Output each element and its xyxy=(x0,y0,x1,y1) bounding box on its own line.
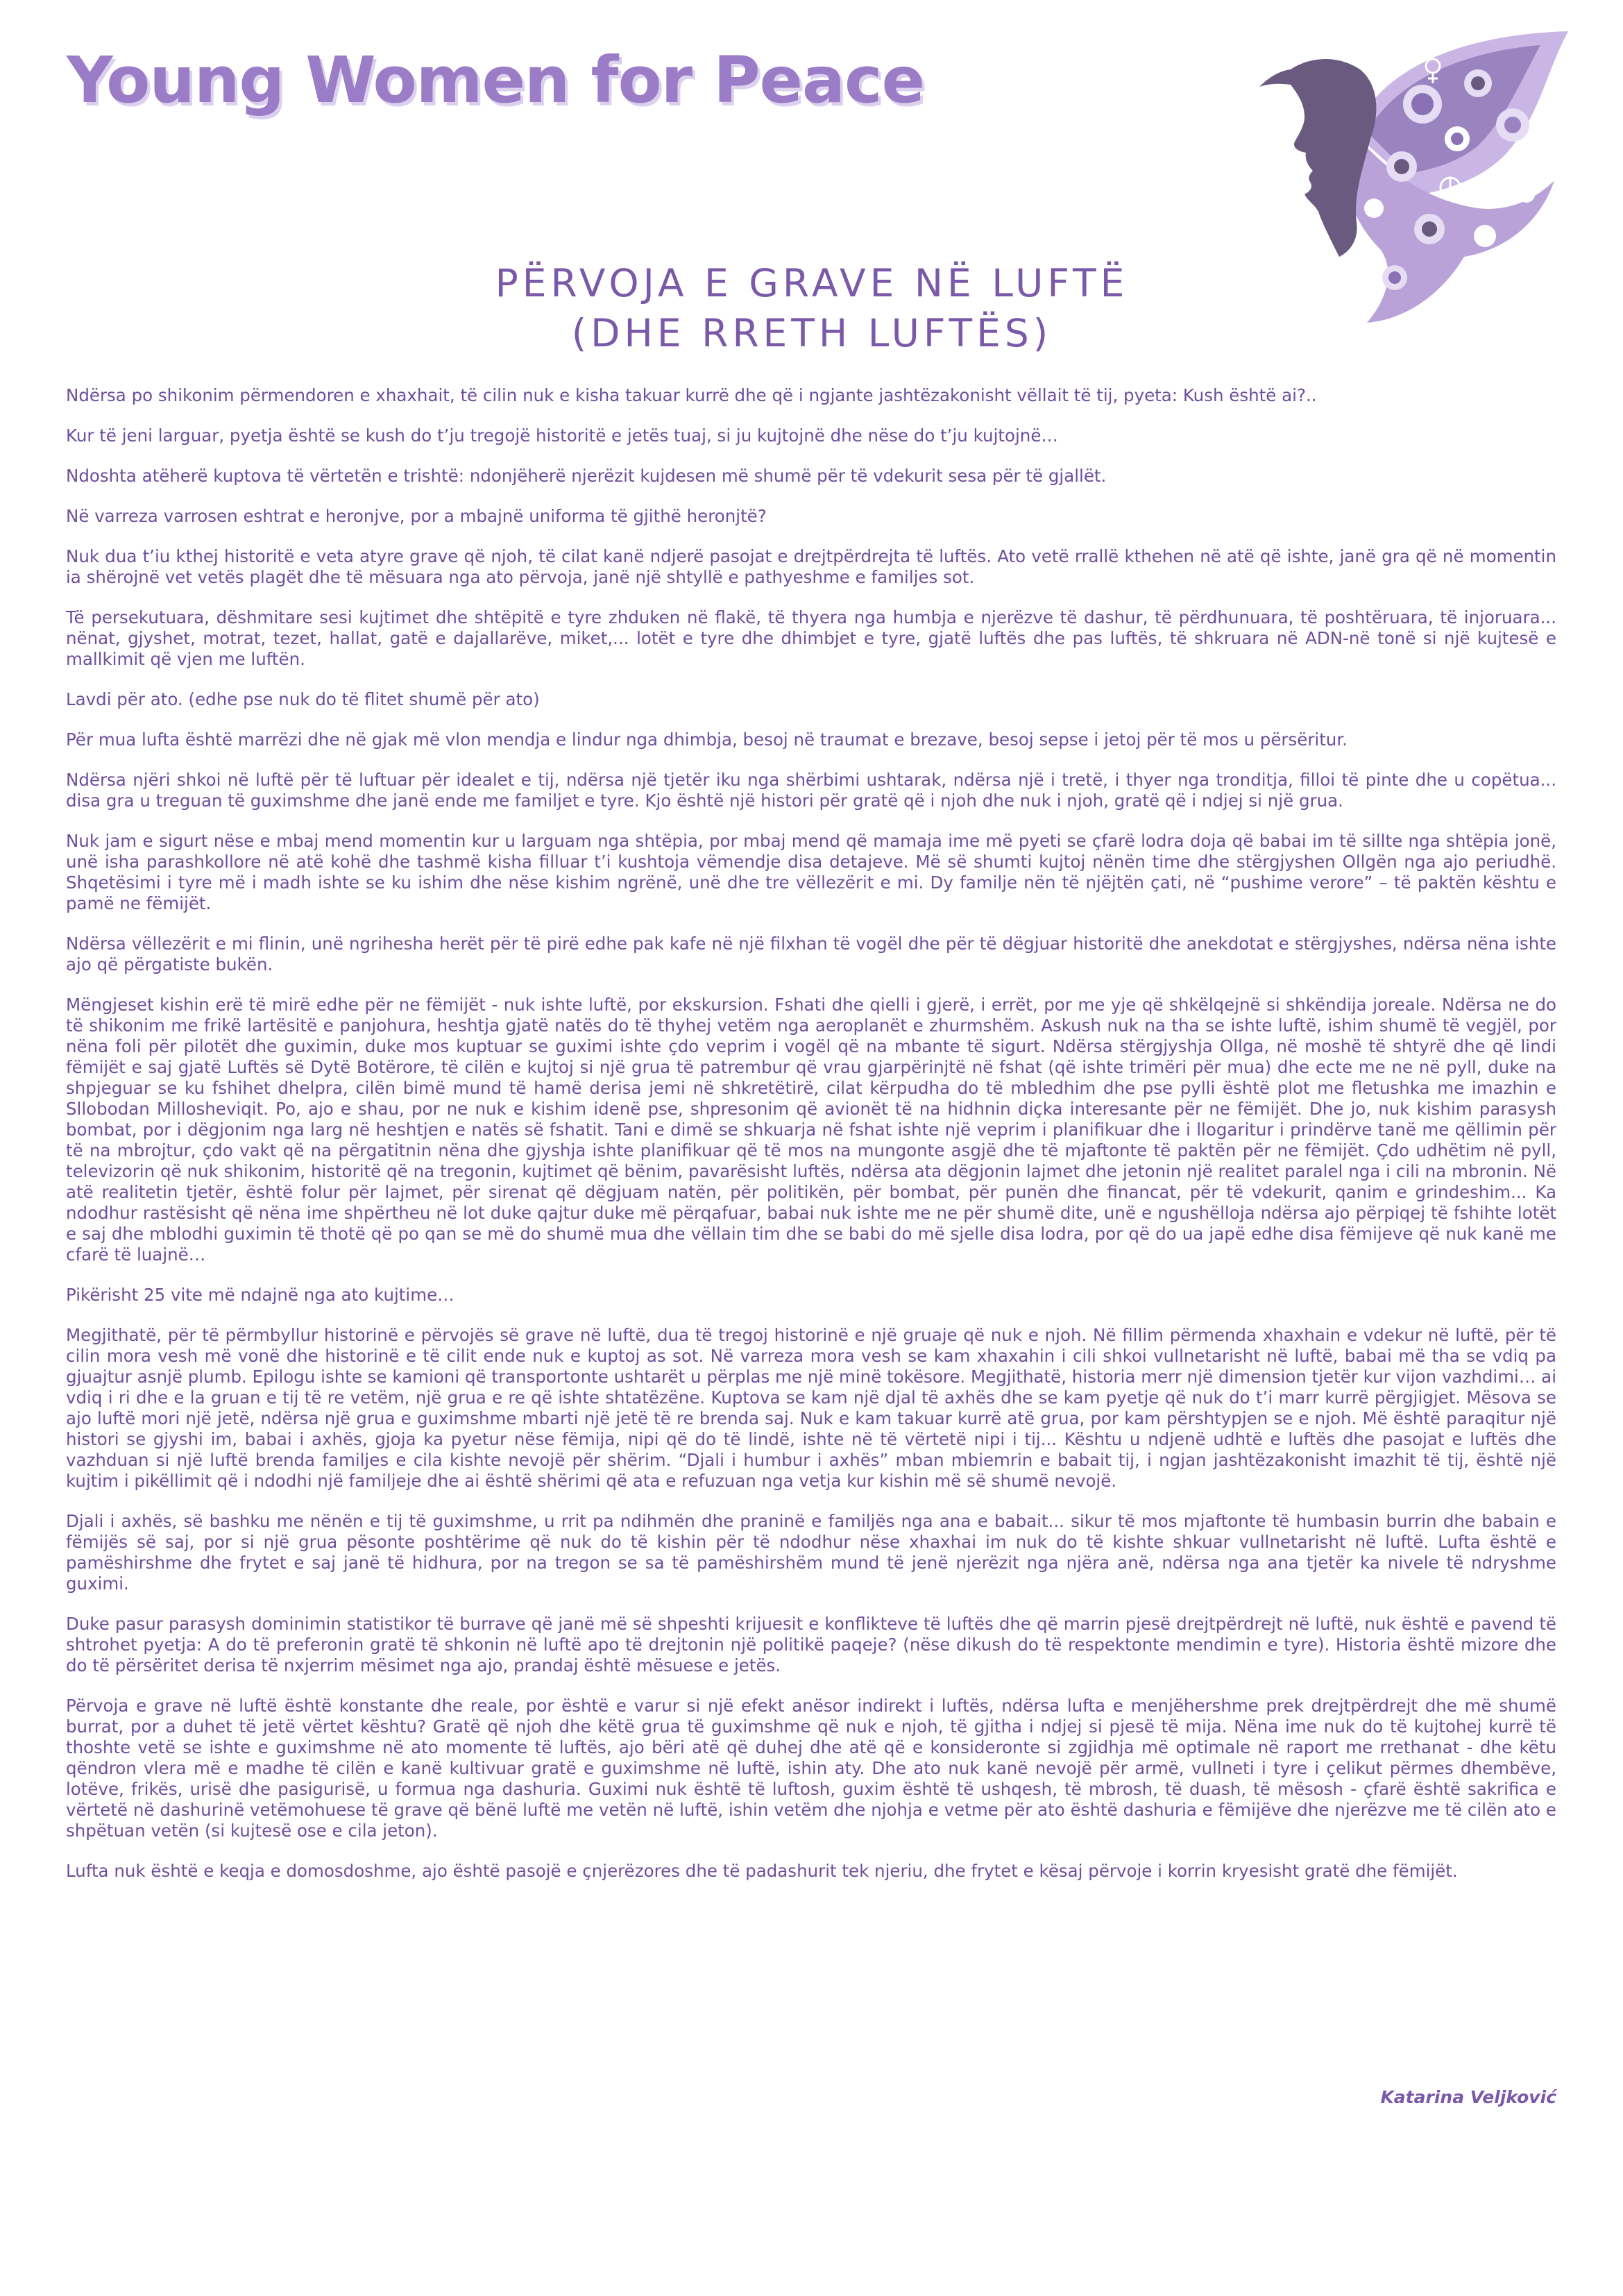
paragraph: Ndërsa njëri shkoi në luftë për të luftuar për idealet e tij, ndërsa një tjetër iku nga shërbimi ushtarak, ndërsa një i tretë, i thyer nga tronditja, filloi të pinte dhe u copëtua... disa gra u treguan të guximshme dhe janë ende me familjet e tyre. Kjo është një histori për gratë që i njoh dhe nuk i njoh, gratë që i ndjej si një grua. xyxy=(66,770,1556,811)
paragraph: Lufta nuk është e keqja e domosdoshme, ajo është pasojë e çnjerëzores dhe të padashurit tek njeriu, dhe frytet e kësaj përvoje i korrin kryesisht gratë dhe fëmijët. xyxy=(66,1861,1458,1881)
article-title xyxy=(208,258,1416,358)
paragraph: Kur të jeni larguar, pyetja është se kush do t’ju tregojë historitë e jetës tuaj, si ju kujtojnë dhe nëse do t’ju kujtojnë… xyxy=(66,425,1058,446)
paragraph: Mëngjeset kishin erë të mirë edhe për ne fëmijët - nuk ishte luftë, por ekskursion. Fshati dhe qielli i gjerë, i errët, por me yje që shkëlqejnë si shkëndija joreale. Ndërsa ne do të shikonim me frikë lartësitë e panjohura, heshtja gjatë natës do të thyhej vetëm nga aeroplanët e zhurmshëm. Askush nuk na tha se ishte luftë, ishim shumë të vegjël, por nëna foli për pilotët dhe guximin, duke mos kuptuar se guximi ishte çdo veprim i vogël që na mbante të sigurt. Ndërsa stërgjyshja Ollga, në moshë të shtyrë dhe që lindi fëmijët e saj gjatë Luftës së Dytë Botërore, të cilën e kujtoj si një grua të patrembur që vrau gjarpërinjtë në fshat (që ishte trimëri për mua) dhe ecte me ne në pyll, duke na shpjeguar se ku fshihet dhelpra, cilën bimë mund të hamë derisa jemi në shkretëtirë, cilat kërpudha do të mbledhim dhe pse pylli është plot me fletushka me imazhin e Sllobodan Millosheviqit. Po, ajo e shau, por ne nuk e kishim idenë pse, shpresonim që avionët të na hidhnin diçka interesante për ne fëmijët. Dhe jo, nuk kishim parasysh bombat, por i dëgjonim nga larg në heshtjen e natës së fshatit. Tani e dimë se shkuarja në fshat ishte një veprim i planifikuar dhe i llogaritur i prindërve tanë me qëllimin për të na mbrojtur, çdo vakt që na përgatitnin nëna dhe gjyshja ishte planifikuar që të mos na mungonte asgjë dhe të mjaftonte të paktën për ne fëmijët. Çdo udhëtim në pyll, televizorin që nuk shikonim, historitë që na tregonin, kujtimet që bënim, pavarësisht luftës, ndërsa ata dëgjonin lajmet dhe jetonin një realitet paralel nga i cili na mbronin. Në atë realitetin tjetër, është folur për lajmet, për sirenat që dëgjuam natën, për politikën, për bombat, për punën dhe financat, për të vdekurit, qanim e grindeshim... Ka ndodhur rastësisht që nëna ime shpërtheu në lot duke qajtur duke më përqafuar, babai nuk ishte me ne për shumë dite, unë e ngushëlloja ndërsa ajo përpiqej të fshihte lotët e saj dhe mblodhi guximin të thotë që po qan se më do shumë mua dhe vëllain tim dhe se babi do më sjelle disa lodra, por që do ua japë edhe disa fëmijeve që nuk kanë me cfarë të luajnë… xyxy=(66,995,1556,1265)
paragraph: Djali i axhës, së bashku me nënën e tij të guximshme, u rrit pa ndihmën dhe praninë e familjës nga ana e babait... sikur të mos mjaftonte të humbasin burrin dhe babain e fëmijës së saj, por si një grua pësonte poshtërime që nuk do të kishin për të ndodhur nëse xhaxhai im nuk do të kishte shkuar vullnetarisht në luftë. Lufta është e pamëshirshme dhe frytet e saj janë të hidhura, por na tregon se sa të pamëshirshëm mund të jenë njerëzit nga njëra anë, ndërsa nga ana tjetër ka nivele të ndryshme guximi. xyxy=(66,1511,1556,1594)
paragraph: Ndërsa vëllezërit e mi flinin, unë ngrihesha herët për të pirë edhe pak kafe në një filxhan të vogël dhe për të dëgjuar historitë dhe anekdotat e stërgjyshes, ndërsa nëna ishte ajo që përgatiste bukën. xyxy=(66,934,1556,974)
paragraph: Në varreza varrosen eshtrat e heronjve, por a mbajnë uniforma të gjithë heronjtë? xyxy=(66,506,767,526)
paragraph: Të persekutuara, dëshmitare sesi kujtimet dhe shtëpitë e tyre zhduken në flakë, të thyera nga humbja e njerëzve të dashur, të përdhunuara, të poshtëruara, të injoruara... nënat, gjyshet, motrat, tezet, hallat, gatë e dajallarëve, miket,... lotët e tyre dhe dhimbjet e tyre, gjatë luftës dhe pas luftës, të shkruara në ADN-në tonë si një kujtesë e mallkimit që vjen me luftën. xyxy=(66,607,1556,669)
paragraph: Për mua lufta është marrëzi dhe në gjak më vlon mendja e lindur nga dhimbja, besoj në traumat e brezave, besoj sepse i jetoj për të mos u përsëritur. xyxy=(66,729,1348,750)
paragraph: Duke pasur parasysh dominimin statistikor të burrave që janë më së shpeshti krijuesit e konflikteve të luftës dhe që marrin pjesë drejtpërdrejt në luftë, nuk është e pavend të shtrohet pyetja: A do të preferonin gratë të shkonin në luftë apo të drejtonin një politikë paqeje? (nëse dikush do të respektonte mendimin e tyre). Historia është mizore dhe do të përsëritet derisa të nxjerrim mësimet nga ajo, prandaj është mësuese e jetës. xyxy=(66,1614,1556,1675)
article-body xyxy=(66,385,1556,1901)
paragraph: Megjithatë, për të përmbyllur historinë e përvojës së grave në luftë, dua të tregoj historinë e një gruaje që nuk e njoh. Në fillim përmenda xhaxhain e vdekur në luftë, për të cilin mora vesh më vonë dhe historinë e të cilit ende nuk e kuptoj as sot. Në varreza mora vesh se kam xhaxahin i cili shkoi vullnetarisht në luftë, babai më tha se vdiq pa gjuajtur asnjë plumb. Epilogu ishte se kamioni që transportonte ushtarët u përplas me një minë tokësore. Megjithatë, historia merr një dimension tjetër kur vijon vazhdimi… ai vdiq i ri dhe e la gruan e tij të re vetëm, një grua e re që ishte shtatëzëne. Kuptova se kam një djal të axhës dhe se kam pyetje që nuk do t’i marr kurrë përgjigjet. Mësova se ajo luftë mori një jetë, ndërsa një grua e guximshme mbarti një jetë të re brenda saj. Nuk e kam takuar kurrë atë grua, por kam përshtypjen se e njoh. Më është paraqitur një histori se gjyshi im, babai i axhës, gjoja ka pyetur nëse fëmija, nipi që do të lindë, ishte në të vërtetë nipi i tij... Kështu u ndjenë udhtë e luftës dhe pasojat e luftës dhe vazhduan si një luftë brenda familjes e cila kishte nevojë për shërim. “Djali i humbur i axhës” mban mbiemrin e babait tij, i ngjan jashtëzakonisht imazhit të tij, është një kujtim i pikëllimit që i ndodhi një familjeje dhe ai është shërimi që ata e refuzuan nga vetja kur kishin më së shumë nevojë. xyxy=(66,1325,1556,1491)
paragraph: Lavdi për ato. (edhe pse nuk do të flitet shumë për ato) xyxy=(66,689,540,709)
paragraph: Nuk jam e sigurt nëse e mbaj mend momentin kur u larguam nga shtëpia, por mbaj mend që mamaja ime më pyeti se çfarë lodra doja që babai im të sillte nga shtëpia jonë, unë isha parashkollore në atë kohë dhe tashmë kisha filluar t’i kushtoja vëmendje disa detajeve. Më së shumti kujtoj nënën time dhe stërgjyshen Ollgën nga ajo periudhë. Shqetësimi i tyre më i madh ishte se ku ishim dhe nëse kishim ngrënë, unë dhe tre vëllezërit e mi. Dy familje nën të njëjtën çati, në “pushime verore” – të paktën kështu e pamë ne fëmijët. xyxy=(66,831,1556,913)
paragraph: Nuk dua t’iu kthej historitë e veta atyre grave që njoh, të cilat kanë ndjerë pasojat e drejtpërdrejta të luftës. Ato vetë rrallë kthehen në atë që ishte, janë gra që në momentin ia shërojnë vet vetës plagët dhe të mësuara nga ato përvoja, janë një shtyllë e pathyeshme e familjes sot. xyxy=(66,546,1556,587)
title-line-2: (DHE RRETH LUFTËS) xyxy=(571,310,1053,355)
paragraph: Përvoja e grave në luftë është konstante dhe reale, por është e varur si një efekt anësor indirekt i luftës, ndërsa lufta e menjëhershme prek drejtpërdrejt dhe më shumë burrat, por a duhet të jetë vërtet kështu? Gratë që njoh dhe këtë grua të guximshme që nuk e njoh, të gjitha i ndjej si pjesë të mija. Nëna ime nuk do të kujtohej kurrë të thoshte vetë se ishte e guximshme në ato momente të luftës, ajo bëri atë që duhej dhe atë që e konsideronte si zgjidhja më optimale në raport me rrethanat - dhe këtu qëndron vlera më e madhe të cilën e kanë kultivuar gratë e guximshme në luftë, ishin aty. Dhe ato nuk kanë nevojë për armë, vullneti i tyre i çelikut përmes dhembëve, lotëve, frikës, urisë dhe pasigurisë, u formua nga dashuria. Guximi nuk është të luftosh, guxim është të ushqesh, të mbrosh, të duash, të mësosh - çfarë është sakrifica e vërtetë në dashurinë vetëmohuese të grave që bënë luftë me vetën në luftë, ishin vetëm dhe njohja e vetme për ato është dashuria e fëmijëve dhe njerëzve me të cilën ato e shpëtuan vetën (si kujtesë ose e cila jeton). xyxy=(66,1696,1556,1841)
author-signature: Katarina Veljković xyxy=(1380,2087,1556,2107)
title-line-1: PËRVOJA E GRAVE NË LUFTË xyxy=(495,260,1129,305)
paragraph: Ndërsa po shikonim përmendoren e xhaxhait, të cilin nuk e kisha takuar kurrë dhe që i ngjante jashtëzakonisht vëllait të tij, pyeta: Kush është ai?.. xyxy=(66,385,1317,405)
organization-masthead: Young Women for Peace xyxy=(67,43,924,117)
paragraph: Pikërisht 25 vite më ndajnë nga ato kujtime… xyxy=(66,1285,454,1305)
paragraph: Ndoshta atëherë kuptova të vërtetën e trishtë: ndonjëherë njerëzit kujdesen më shumë për të vdekurit sesa për të gjallët. xyxy=(66,466,1107,486)
